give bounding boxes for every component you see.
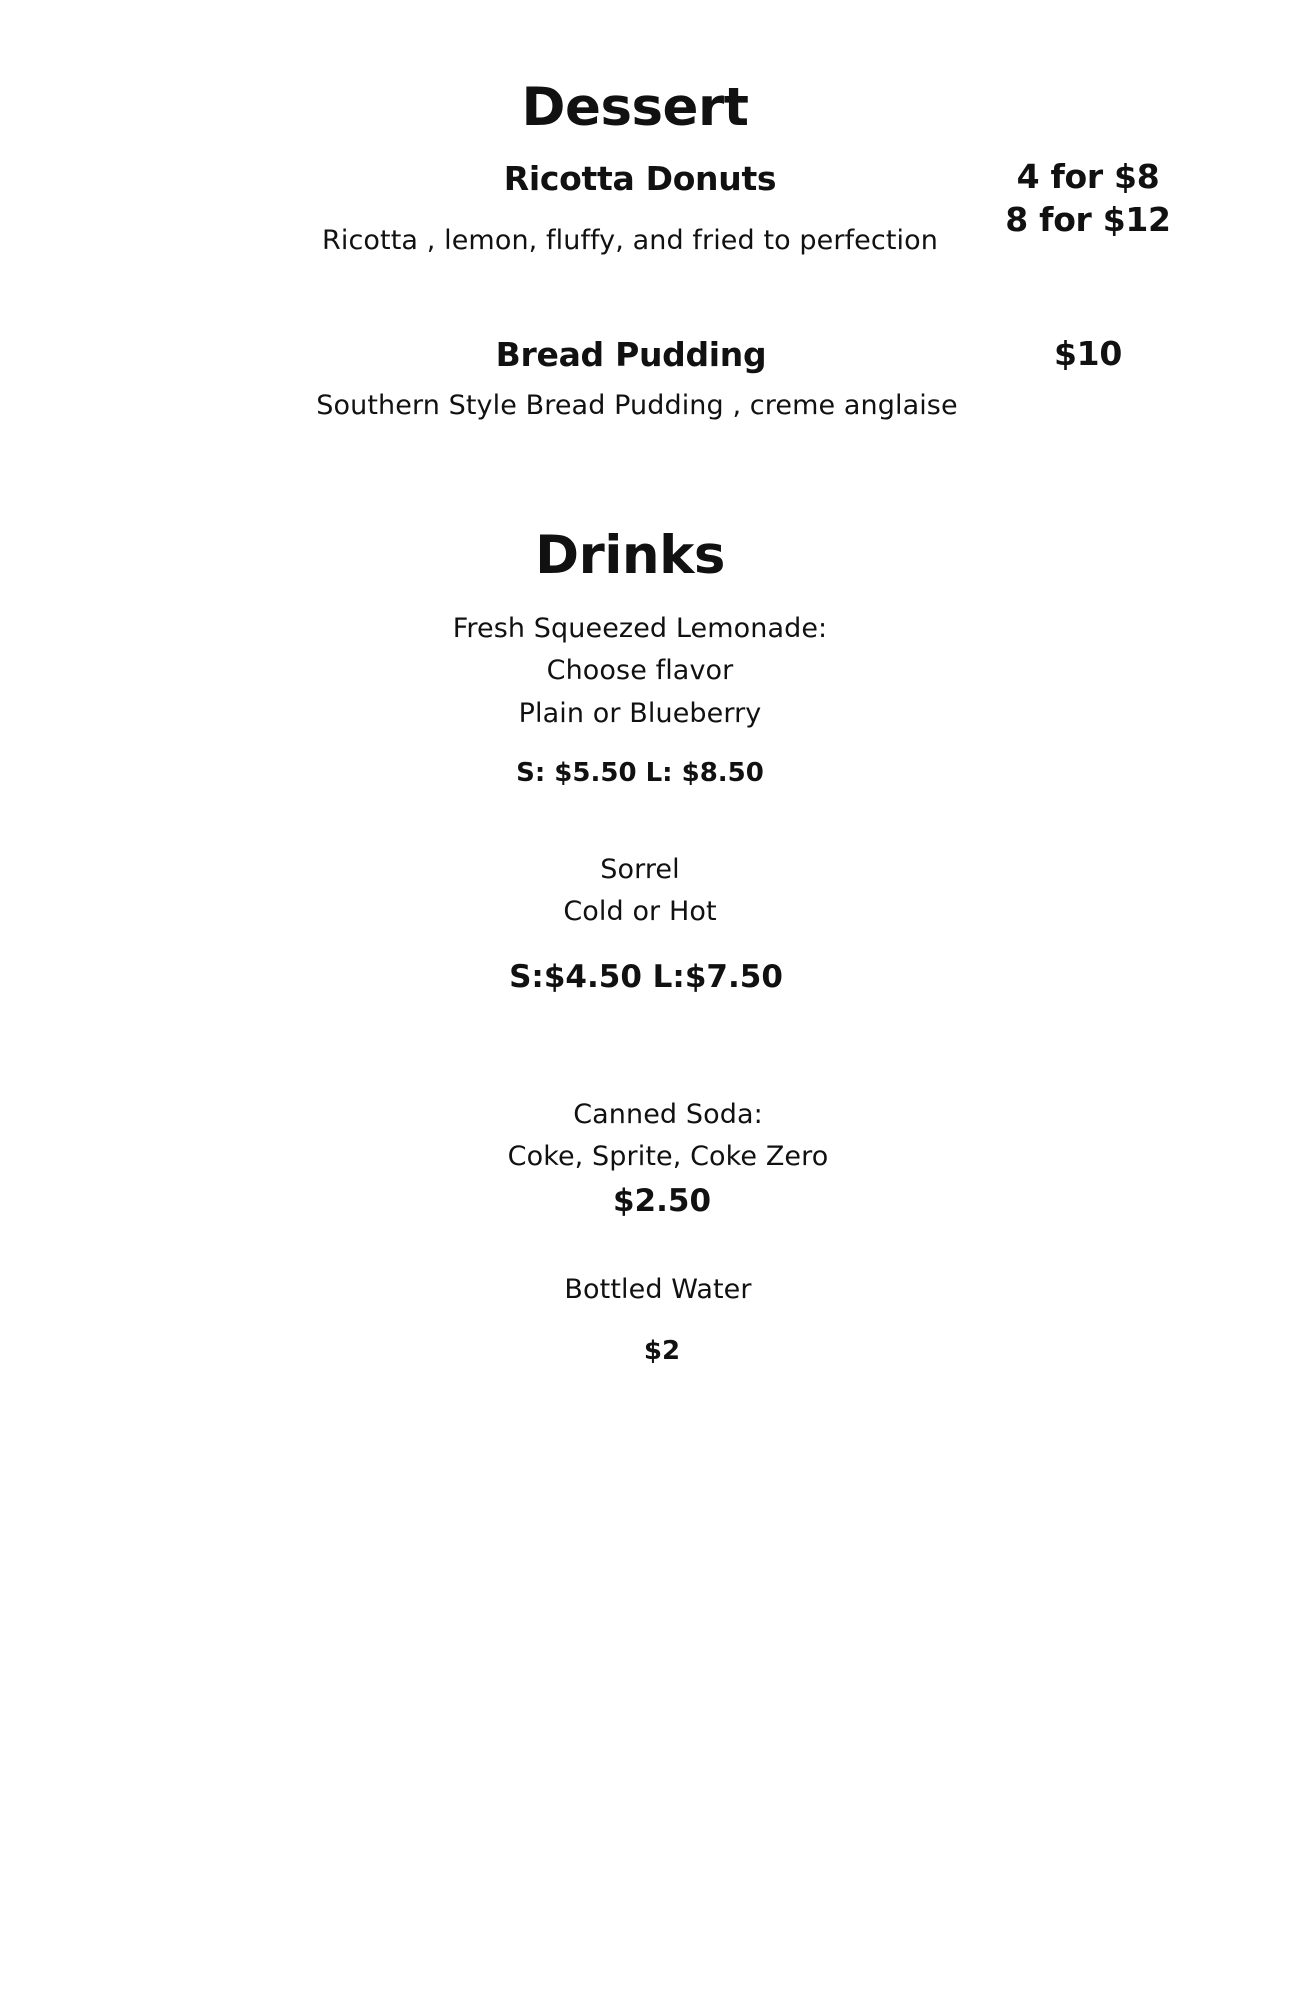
bread-pudding-name: Bread Pudding [495, 335, 767, 374]
canned-soda-line-2: Coke, Sprite, Coke Zero [507, 1141, 829, 1172]
ricotta-donuts-price-1: 4 for $8 [1016, 157, 1160, 196]
ricotta-donuts-price-2: 8 for $12 [1005, 200, 1171, 239]
lemonade-line-1: Fresh Squeezed Lemonade: [452, 613, 828, 644]
bottled-water-line-1: Bottled Water [564, 1274, 752, 1305]
bottled-water-price: $2 [643, 1336, 681, 1366]
sorrel-line-1: Sorrel [600, 854, 680, 885]
lemonade-line-2: Choose flavor [546, 655, 734, 686]
dessert-heading: Dessert [521, 77, 749, 138]
sorrel-line-2: Cold or Hot [563, 896, 717, 927]
bread-pudding-description: Southern Style Bread Pudding , creme anglaise [316, 390, 958, 421]
lemonade-price: S: $5.50 L: $8.50 [516, 758, 764, 788]
lemonade-line-3: Plain or Blueberry [518, 698, 762, 729]
canned-soda-line-1: Canned Soda: [573, 1099, 763, 1130]
canned-soda-price: $2.50 [612, 1183, 712, 1219]
sorrel-price: S:$4.50 L:$7.50 [509, 959, 783, 995]
ricotta-donuts-description: Ricotta , lemon, fluffy, and fried to perfection [322, 225, 938, 256]
drinks-heading: Drinks [535, 525, 725, 586]
ricotta-donuts-name: Ricotta Donuts [503, 159, 777, 198]
bread-pudding-price: $10 [1054, 334, 1122, 373]
